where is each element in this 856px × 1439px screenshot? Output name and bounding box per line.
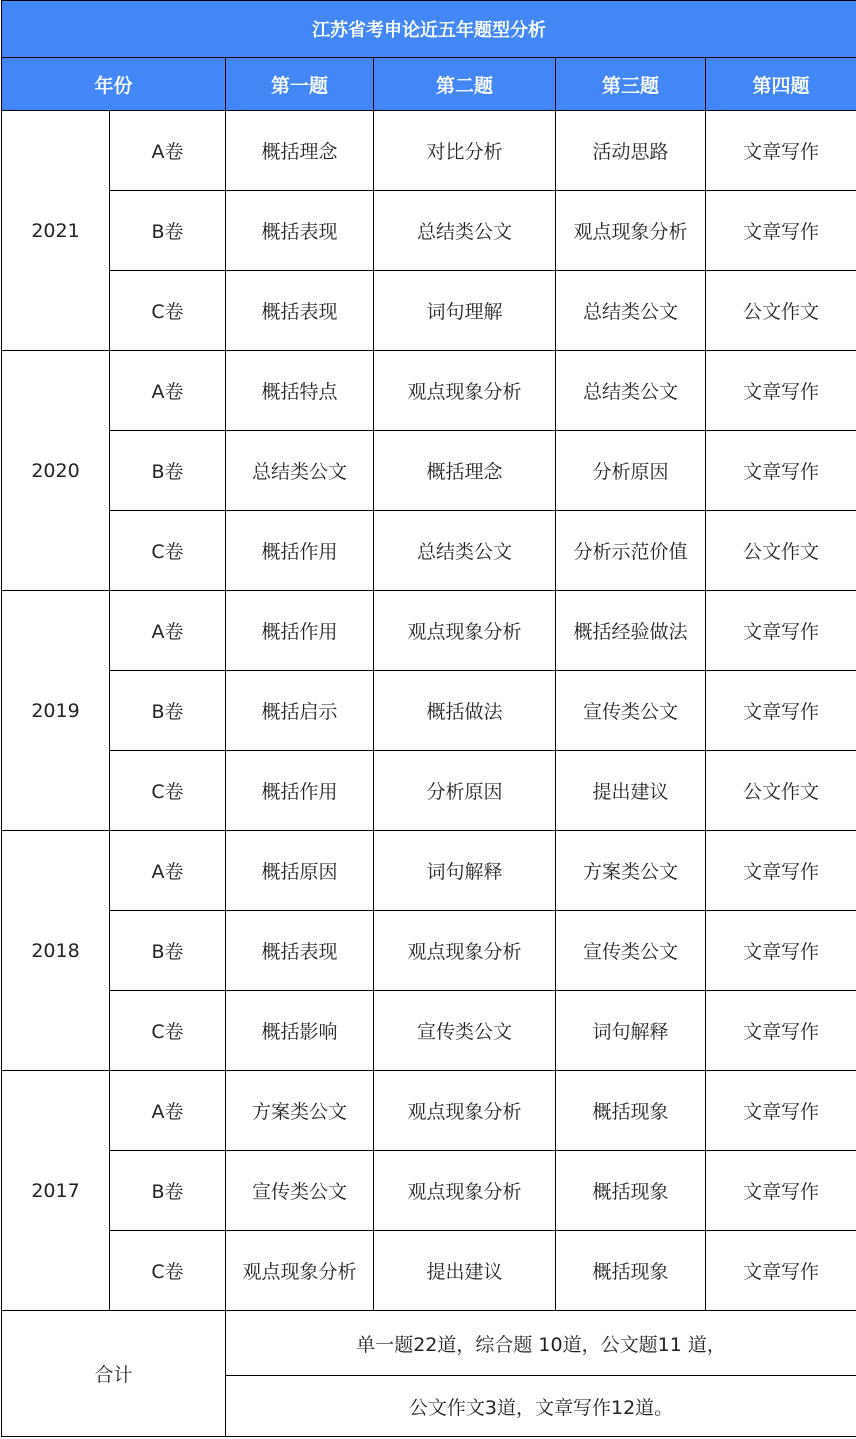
q3-cell: 分析示范价值 (556, 511, 706, 591)
q2-cell: 观点现象分析 (374, 351, 556, 431)
paper-cell: A卷 (110, 591, 226, 671)
table-row (2, 1231, 856, 1311)
q1-cell: 概括特点 (226, 351, 374, 431)
q1-cell: 概括原因 (226, 831, 374, 911)
q4-cell: 公文作文 (706, 511, 856, 591)
q4-cell: 文章写作 (706, 1071, 856, 1151)
q3-cell: 概括经验做法 (556, 591, 706, 671)
q3-cell: 提出建议 (556, 751, 706, 831)
q1-cell: 概括表现 (226, 271, 374, 351)
year-cell: 2021 (2, 111, 110, 351)
q3-cell: 宣传类公文 (556, 671, 706, 751)
q4-cell: 文章写作 (706, 591, 856, 671)
paper-cell: C卷 (110, 271, 226, 351)
q1-cell: 总结类公文 (226, 431, 374, 511)
q1-cell: 概括表现 (226, 191, 374, 271)
q2-cell: 观点现象分析 (374, 591, 556, 671)
q4-cell: 文章写作 (706, 1151, 856, 1231)
header-q1: 第一题 (226, 58, 374, 111)
total-line-2: 公文作文3道，文章写作12道。 (226, 1376, 856, 1437)
q2-cell: 观点现象分析 (374, 1151, 556, 1231)
paper-cell: C卷 (110, 751, 226, 831)
question-type-table (1, 0, 856, 1437)
q4-cell: 公文作文 (706, 751, 856, 831)
q2-cell: 词句解释 (374, 831, 556, 911)
q2-cell: 总结类公文 (374, 191, 556, 271)
q3-cell: 概括现象 (556, 1231, 706, 1311)
q1-cell: 概括启示 (226, 671, 374, 751)
paper-cell: A卷 (110, 1071, 226, 1151)
table-title: 江苏省考申论近五年题型分析 (2, 1, 856, 58)
year-cell: 2018 (2, 831, 110, 1071)
q2-cell: 概括做法 (374, 671, 556, 751)
q1-cell: 观点现象分析 (226, 1231, 374, 1311)
q1-cell: 方案类公文 (226, 1071, 374, 1151)
table-row (2, 191, 856, 271)
q1-cell: 概括作用 (226, 511, 374, 591)
q1-cell: 概括作用 (226, 751, 374, 831)
paper-cell: B卷 (110, 911, 226, 991)
table-row (2, 111, 856, 191)
total-label: 合计 (2, 1311, 226, 1437)
table-body (2, 111, 856, 1311)
q2-cell: 观点现象分析 (374, 911, 556, 991)
header-q3: 第三题 (556, 58, 706, 111)
table-row (2, 1071, 856, 1151)
table-row (2, 591, 856, 671)
q1-cell: 概括影响 (226, 991, 374, 1071)
q4-cell: 文章写作 (706, 431, 856, 511)
q2-cell: 提出建议 (374, 1231, 556, 1311)
q4-cell: 文章写作 (706, 831, 856, 911)
paper-cell: C卷 (110, 511, 226, 591)
year-cell: 2020 (2, 351, 110, 591)
total-line-1: 单一题22道，综合题 10道，公文题11 道， (226, 1311, 856, 1376)
q4-cell: 文章写作 (706, 351, 856, 431)
q3-cell: 概括现象 (556, 1151, 706, 1231)
paper-cell: B卷 (110, 671, 226, 751)
year-cell: 2019 (2, 591, 110, 831)
q4-cell: 文章写作 (706, 911, 856, 991)
paper-cell: B卷 (110, 1151, 226, 1231)
table-row (2, 1151, 856, 1231)
table-row (2, 511, 856, 591)
year-cell: 2017 (2, 1071, 110, 1311)
paper-cell: B卷 (110, 431, 226, 511)
paper-cell: C卷 (110, 1231, 226, 1311)
table-row (2, 911, 856, 991)
q3-cell: 方案类公文 (556, 831, 706, 911)
q4-cell: 文章写作 (706, 1231, 856, 1311)
q4-cell: 文章写作 (706, 111, 856, 191)
header-year: 年份 (2, 58, 226, 111)
q3-cell: 词句解释 (556, 991, 706, 1071)
q2-cell: 总结类公文 (374, 511, 556, 591)
q1-cell: 宣传类公文 (226, 1151, 374, 1231)
header-q2: 第二题 (374, 58, 556, 111)
paper-cell: A卷 (110, 111, 226, 191)
table-row (2, 431, 856, 511)
paper-cell: A卷 (110, 351, 226, 431)
q3-cell: 分析原因 (556, 431, 706, 511)
q3-cell: 总结类公文 (556, 351, 706, 431)
table-row (2, 751, 856, 831)
q2-cell: 对比分析 (374, 111, 556, 191)
q3-cell: 宣传类公文 (556, 911, 706, 991)
paper-cell: A卷 (110, 831, 226, 911)
q3-cell: 观点现象分析 (556, 191, 706, 271)
q3-cell: 概括现象 (556, 1071, 706, 1151)
q2-cell: 宣传类公文 (374, 991, 556, 1071)
table-row (2, 671, 856, 751)
q4-cell: 文章写作 (706, 991, 856, 1071)
q3-cell: 活动思路 (556, 111, 706, 191)
paper-cell: B卷 (110, 191, 226, 271)
table-row (2, 991, 856, 1071)
q1-cell: 概括表现 (226, 911, 374, 991)
q2-cell: 观点现象分析 (374, 1071, 556, 1151)
q4-cell: 公文作文 (706, 271, 856, 351)
q4-cell: 文章写作 (706, 671, 856, 751)
q2-cell: 分析原因 (374, 751, 556, 831)
q1-cell: 概括理念 (226, 111, 374, 191)
table-row (2, 351, 856, 431)
paper-cell: C卷 (110, 991, 226, 1071)
q2-cell: 词句理解 (374, 271, 556, 351)
q1-cell: 概括作用 (226, 591, 374, 671)
table-row (2, 271, 856, 351)
q3-cell: 总结类公文 (556, 271, 706, 351)
q4-cell: 文章写作 (706, 191, 856, 271)
q2-cell: 概括理念 (374, 431, 556, 511)
header-q4: 第四题 (706, 58, 856, 111)
table-row (2, 831, 856, 911)
